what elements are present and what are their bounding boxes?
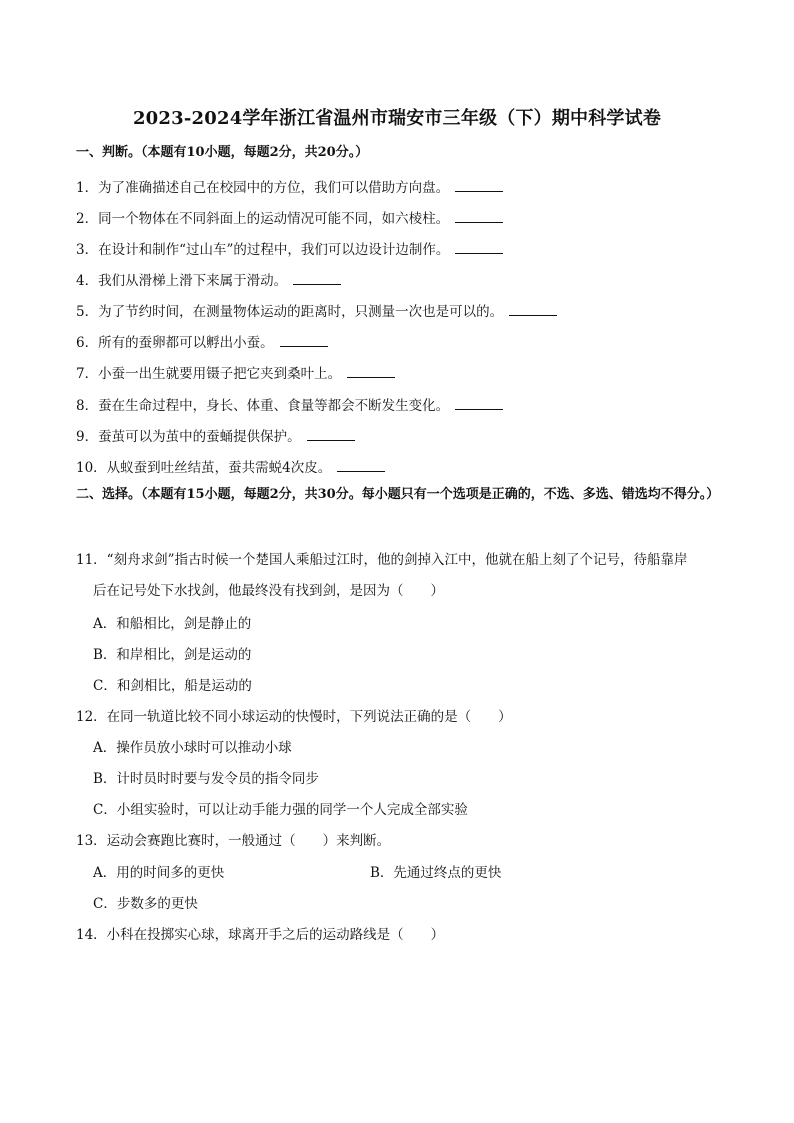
judge-item-10 <box>76 456 385 476</box>
answer-blank[interactable] <box>455 210 503 223</box>
question-13-stem: 13．运动会赛跑比赛时，一般通过（ ）来判断。 <box>76 833 391 849</box>
judge-item-5 <box>76 300 557 320</box>
judge-item-text: 7．小蚕一出生就要用镊子把它夹到桑叶上。 <box>76 366 342 382</box>
q13-option-b[interactable]: B．先通过终点的更快 <box>370 865 502 881</box>
answer-blank[interactable] <box>293 272 341 285</box>
judge-item-text: 2．同一个物体在不同斜面上的运动情况可能不同，如六棱柱。 <box>76 211 450 227</box>
answer-blank[interactable] <box>337 459 385 472</box>
answer-blank[interactable] <box>347 365 395 378</box>
question-12-stem: 12．在同一轨道比较不同小球运动的快慢时，下列说法正确的是（ ） <box>76 709 512 725</box>
q12-option-c[interactable]: C．小组实验时，可以让动手能力强的同学一个人完成全部实验 <box>93 802 468 818</box>
q12-option-a[interactable]: A．操作员放小球时可以推动小球 <box>93 740 292 756</box>
judge-item-text: 10．从蚁蚕到吐丝结茧，蚕共需蜕4次皮。 <box>76 460 332 476</box>
judge-item-text: 8．蚕在生命过程中，身长、体重、食量等都会不断发生变化。 <box>76 398 450 414</box>
judge-item-4 <box>76 269 341 289</box>
judge-item-text: 3．在设计和制作“过山车”的过程中，我们可以边设计边制作。 <box>76 242 450 258</box>
answer-blank[interactable] <box>455 179 503 192</box>
q11-option-b[interactable]: B．和岸相比，剑是运动的 <box>93 647 252 663</box>
question-11-stem-line2: 后在记号处下水找剑，他最终没有找到剑，是因为（ ） <box>93 583 444 599</box>
judge-item-text: 5．为了节约时间，在测量物体运动的距离时，只测量一次也是可以的。 <box>76 304 504 320</box>
section-2-heading: 二、选择。（本题有15小题，每题2分，共30分。每小题只有一个选项是正确的，不选、多选、错选均不得分。） <box>76 487 720 502</box>
judge-item-7 <box>76 362 395 382</box>
judge-item-8 <box>76 394 503 414</box>
judge-item-3 <box>76 238 503 258</box>
answer-blank[interactable] <box>280 334 328 347</box>
judge-item-text: 4．我们从滑梯上滑下来属于滑动。 <box>76 273 288 289</box>
q13-option-a[interactable]: A．用的时间多的更快 <box>93 865 225 881</box>
q11-option-a[interactable]: A．和船相比，剑是静止的 <box>93 616 252 632</box>
q13-option-c[interactable]: C．步数多的更快 <box>93 896 198 912</box>
question-11-stem-line1: 11．“刻舟求剑”指古时候一个楚国人乘船过江时，他的剑掉入江中，他就在船上刻了个记号，待船靠岸 <box>76 552 688 568</box>
page-title: 2023-2024学年浙江省温州市瑞安市三年级（下）期中科学试卷 <box>132 108 662 129</box>
judge-item-text: 1．为了准确描述自己在校园中的方位，我们可以借助方向盘。 <box>76 180 450 196</box>
q11-option-c[interactable]: C．和剑相比，船是运动的 <box>93 678 252 694</box>
judge-item-1 <box>76 176 503 196</box>
judge-item-9 <box>76 425 355 445</box>
answer-blank[interactable] <box>307 428 355 441</box>
q12-option-b[interactable]: B．计时员时时要与发令员的指令同步 <box>93 771 319 787</box>
answer-blank[interactable] <box>455 397 503 410</box>
answer-blank[interactable] <box>455 241 503 254</box>
judge-item-text: 6．所有的蚕卵都可以孵出小蚕。 <box>76 335 274 351</box>
judge-item-2 <box>76 207 503 227</box>
question-14-stem: 14．小科在投掷实心球，球离开手之后的运动路线是（ ） <box>76 927 445 943</box>
answer-blank[interactable] <box>509 303 557 316</box>
question-11 <box>76 545 726 607</box>
judge-item-text: 9．蚕茧可以为茧中的蚕蛹提供保护。 <box>76 429 301 445</box>
judge-item-6 <box>76 331 328 351</box>
section-1-heading: 一、判断。（本题有10小题，每题2分，共20分。） <box>76 145 369 160</box>
